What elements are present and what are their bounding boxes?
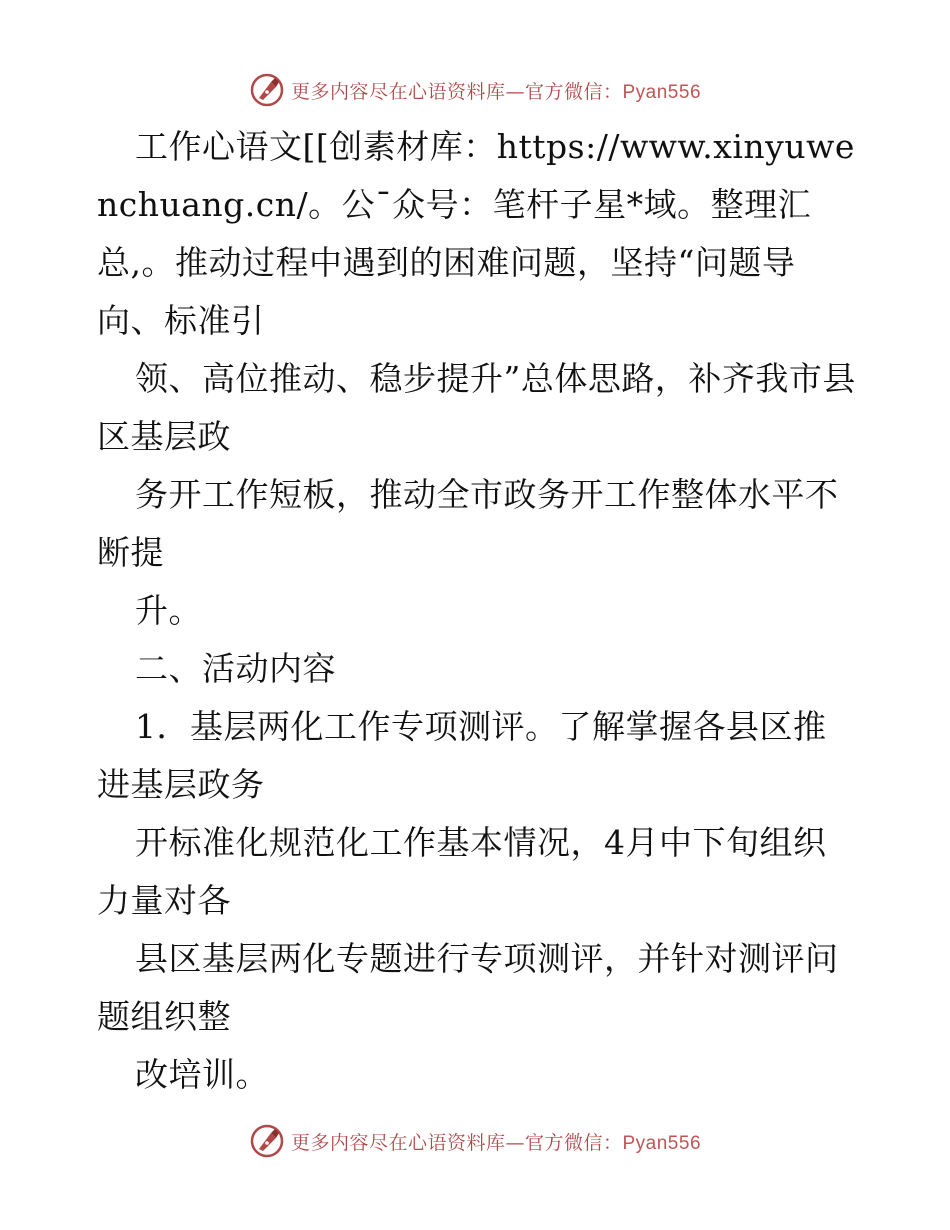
section-heading: 二、活动内容 <box>135 649 336 688</box>
document-body <box>97 118 857 1104</box>
paragraph: 改培训。 <box>135 1055 269 1094</box>
paragraph: 升。 <box>135 591 202 630</box>
watermark-text: 更多内容尽在心语资料库—官方微信：Pyan556 <box>290 80 702 103</box>
pen-nib-icon <box>249 72 285 108</box>
paragraph: 开标准化规范化工作基本情况，4月中下旬组织力量对各 <box>97 823 827 920</box>
pen-nib-icon <box>249 1123 285 1159</box>
watermark-text: 更多内容尽在心语资料库—官方微信：Pyan556 <box>290 1131 702 1154</box>
header-watermark <box>0 70 950 110</box>
paragraph: 1．基层两化工作专项测评。了解掌握各县区推进基层政务 <box>97 707 827 804</box>
paragraph: 务开工作短板，推动全市政务开工作整体水平不断提 <box>97 475 839 572</box>
paragraph: 工作心语文[[创素材库：https://www.xinyuwenchuang.cn/。公¯众号：笔杆子星*域。整理汇总,。推动过程中遇到的困难问题，坚持“问题导向、标准引 <box>97 127 855 340</box>
paragraph: 领、高位推动、稳步提升”总体思路，补齐我市县区基层政 <box>97 359 856 456</box>
footer-watermark <box>0 1121 950 1161</box>
paragraph: 县区基层两化专题进行专项测评，并针对测评问题组织整 <box>97 939 839 1036</box>
